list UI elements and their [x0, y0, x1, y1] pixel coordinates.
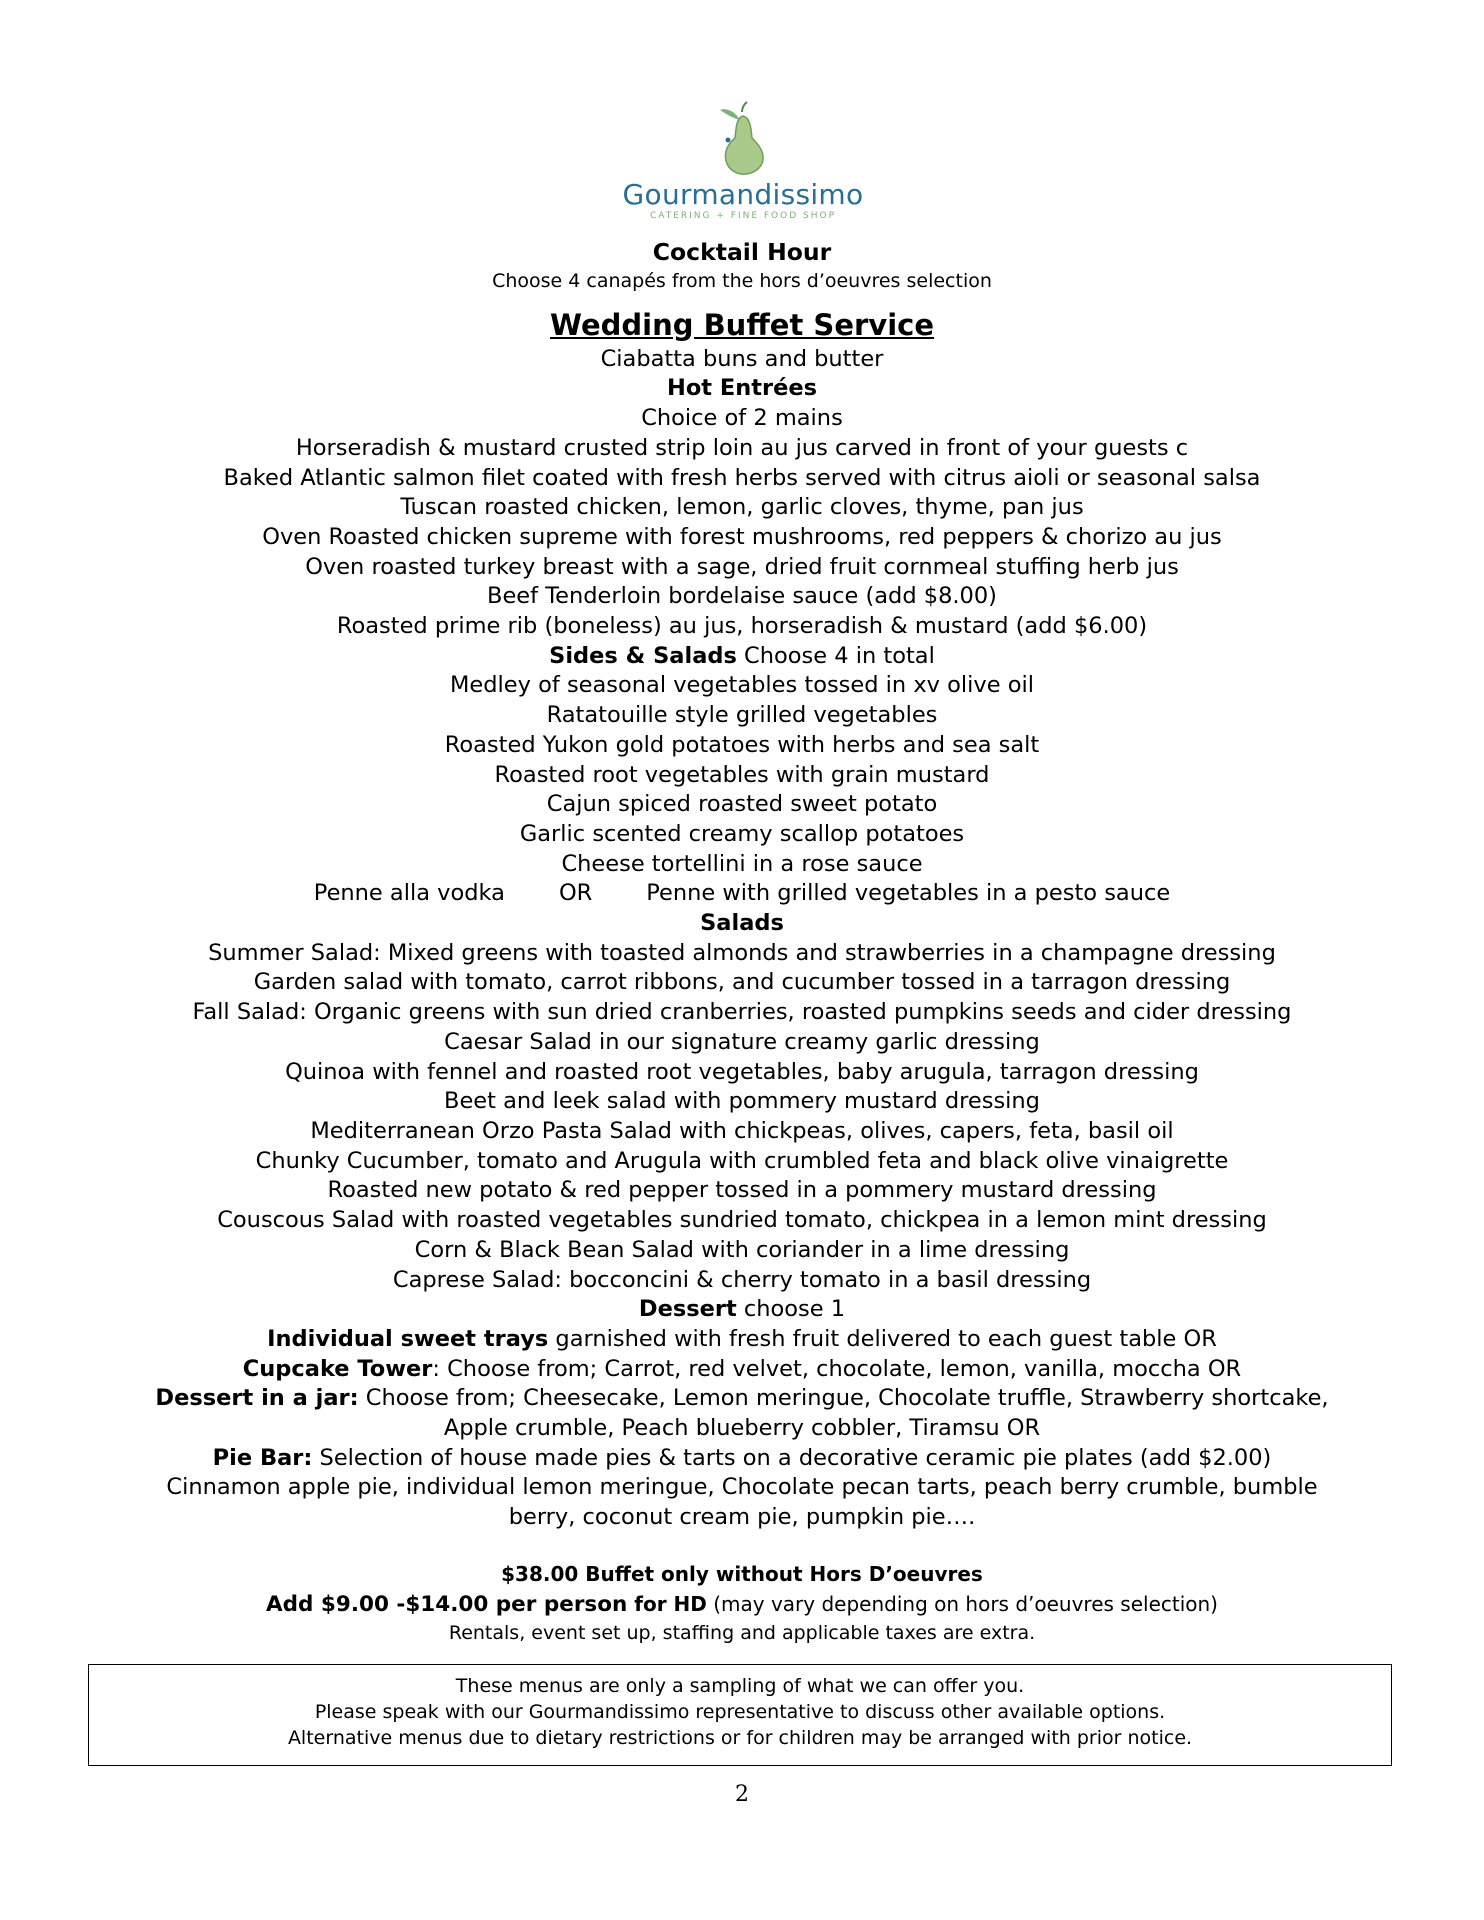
- pasta-or: OR: [558, 880, 593, 907]
- pie-list: Cinnamon apple pie, individual lemon meringue, Chocolate pecan tarts, peach berry crumble, bumble: [166, 1474, 1318, 1501]
- cupcake-label: Cupcake Tower: [242, 1355, 433, 1382]
- jar-label: Dessert in a jar:: [155, 1385, 359, 1412]
- entree-item: Beef Tenderloin bordelaise sauce (add $8.00): [487, 583, 997, 610]
- cocktail-subtitle: Choose 4 canapés from the hors d’oeuvres selection: [492, 269, 992, 292]
- notice-box: [88, 1664, 1392, 1766]
- notice-line: These menus are only a sampling of what we can offer you.: [455, 1675, 1025, 1697]
- jar-text: Choose from; Cheesecake, Lemon meringue, Chocolate truffle, Strawberry shortcake,: [358, 1385, 1329, 1412]
- entree-item: Oven roasted turkey breast with a sage, dried fruit cornmeal stuffing herb jus: [305, 553, 1179, 580]
- salad-item: Quinoa with fennel and roasted root vegetables, baby arugula, tarragon dressing: [285, 1058, 1199, 1085]
- add-price-line: [0, 1589, 1484, 1620]
- dessert-option-pie-bar: [0, 1444, 1484, 1474]
- cocktail-title: Cocktail Hour: [652, 238, 832, 266]
- buffet-title: Wedding Buffet Service: [549, 307, 934, 342]
- cupcake-text: : Choose from; Carrot, red velvet, chocolate, lemon, vanilla, moccha OR: [432, 1355, 1242, 1382]
- sweet-trays-text: garnished with fresh fruit delivered to each guest table OR: [548, 1325, 1217, 1352]
- side-item: Cheese tortellini in a rose sauce: [561, 850, 923, 877]
- sweet-trays-label: Individual sweet trays: [267, 1325, 549, 1352]
- entree-item: Roasted prime rib (boneless) au jus, horseradish & mustard (add $6.00): [336, 613, 1148, 640]
- pasta-option-a: Penne alla vodka: [313, 880, 505, 907]
- entree-item: Baked Atlantic salmon filet coated with fresh herbs served with citrus aioli or seasonal salsa: [223, 464, 1261, 491]
- dessert-option-sweet-trays: [0, 1325, 1484, 1355]
- salad-item: Beet and leek salad with pommery mustard dressing: [444, 1088, 1040, 1115]
- pasta-choice-row: [0, 879, 1484, 909]
- salad-item: Chunky Cucumber, tomato and Arugula with crumbled feta and black olive vinaigrette: [255, 1147, 1229, 1174]
- salad-item: Corn & Black Bean Salad with coriander in a lime dressing: [414, 1236, 1070, 1263]
- pie-bar-text: Selection of house made pies & tarts on a decorative ceramic pie plates (add $2.00): [312, 1444, 1272, 1471]
- salad-item: Caesar Salad in our signature creamy garlic dressing: [444, 1028, 1040, 1055]
- extras-note: Rentals, event set up, staffing and applicable taxes are extra.: [448, 1621, 1036, 1644]
- salad-item: Roasted new potato & red pepper tossed in a pommery mustard dressing: [327, 1177, 1157, 1204]
- notice-line: Please speak with our Gourmandissimo representative to discuss other available options.: [314, 1701, 1166, 1723]
- sides-heading: [0, 642, 1484, 672]
- bread-line: Ciabatta buns and butter: [600, 345, 884, 372]
- side-item: Garlic scented creamy scallop potatoes: [519, 820, 965, 847]
- add-price-note: (may vary depending on hors d’oeuvres selection): [706, 1591, 1218, 1616]
- entree-item: Horseradish & mustard crusted strip loin au jus carved in front of your guests c: [295, 434, 1189, 461]
- pie-bar-label: Pie Bar:: [212, 1444, 313, 1471]
- side-item: Roasted root vegetables with grain mustard: [494, 761, 990, 788]
- add-price-hd: for HD: [627, 1591, 707, 1616]
- dessert-option-jar: [0, 1384, 1484, 1414]
- notice-line: Alternative menus due to dietary restrictions or for children may be arranged with prior notice.: [287, 1727, 1193, 1749]
- pear-icon: [708, 100, 778, 176]
- buffet-price: $38.00 Buffet only without Hors D’oeuvres: [501, 1561, 983, 1586]
- salad-item: Summer Salad: Mixed greens with toasted almonds and strawberries in a champagne dressing: [208, 939, 1276, 966]
- dessert-heading: [0, 1295, 1484, 1325]
- entree-item: Tuscan roasted chicken, lemon, garlic cloves, thyme, pan jus: [400, 494, 1084, 521]
- add-price: Add $9.00 -$14.00 per person: [266, 1591, 628, 1617]
- salad-item: Fall Salad: Organic greens with sun dried cranberries, roasted pumpkins seeds and cider dressing: [192, 999, 1292, 1026]
- salad-item: Couscous Salad with roasted vegetables sundried tomato, chickpea in a lemon mint dressing: [217, 1207, 1267, 1234]
- side-item: Roasted Yukon gold potatoes with herbs and sea salt: [444, 731, 1040, 758]
- pie-list-continued: berry, coconut cream pie, pumpkin pie….: [508, 1504, 976, 1531]
- salad-item: Mediterranean Orzo Pasta Salad with chickpeas, olives, capers, feta, basil oil: [310, 1117, 1174, 1144]
- dessert-title: Dessert: [638, 1296, 737, 1323]
- entree-item: Oven Roasted chicken supreme with forest mushrooms, red peppers & chorizo au jus: [262, 523, 1222, 550]
- brand-tagline: CATERING + FINE FOOD SHOP: [649, 211, 837, 221]
- hot-entrees-title: Hot Entrées: [666, 375, 818, 402]
- salad-item: Garden salad with tomato, carrot ribbons, and cucumber tossed in a tarragon dressing: [253, 969, 1231, 996]
- jar-text-continued: Apple crumble, Peach blueberry cobbler, Tiramsu OR: [443, 1415, 1041, 1442]
- menu-content: [0, 238, 1484, 1646]
- sides-note: Choose 4 in total: [736, 642, 935, 669]
- side-item: Cajun spiced roasted sweet potato: [546, 791, 938, 818]
- salad-item: Caprese Salad: bocconcini & cherry tomato in a basil dressing: [392, 1266, 1092, 1293]
- pasta-option-b: Penne with grilled vegetables in a pesto sauce: [646, 880, 1171, 907]
- dessert-option-cupcake: [0, 1355, 1484, 1385]
- brand-logo: [612, 100, 874, 234]
- side-item: Ratatouille style grilled vegetables: [546, 702, 938, 729]
- hot-entrees-subtitle: Choice of 2 mains: [641, 405, 843, 432]
- brand-name: Gourmandissimo: [622, 178, 864, 211]
- sides-title: Sides & Salads: [549, 642, 737, 669]
- salads-title: Salads: [700, 910, 784, 937]
- side-item: Medley of seasonal vegetables tossed in xv olive oil: [450, 672, 1034, 699]
- dessert-note: choose 1: [736, 1296, 846, 1323]
- page-number: 2: [735, 1782, 749, 1807]
